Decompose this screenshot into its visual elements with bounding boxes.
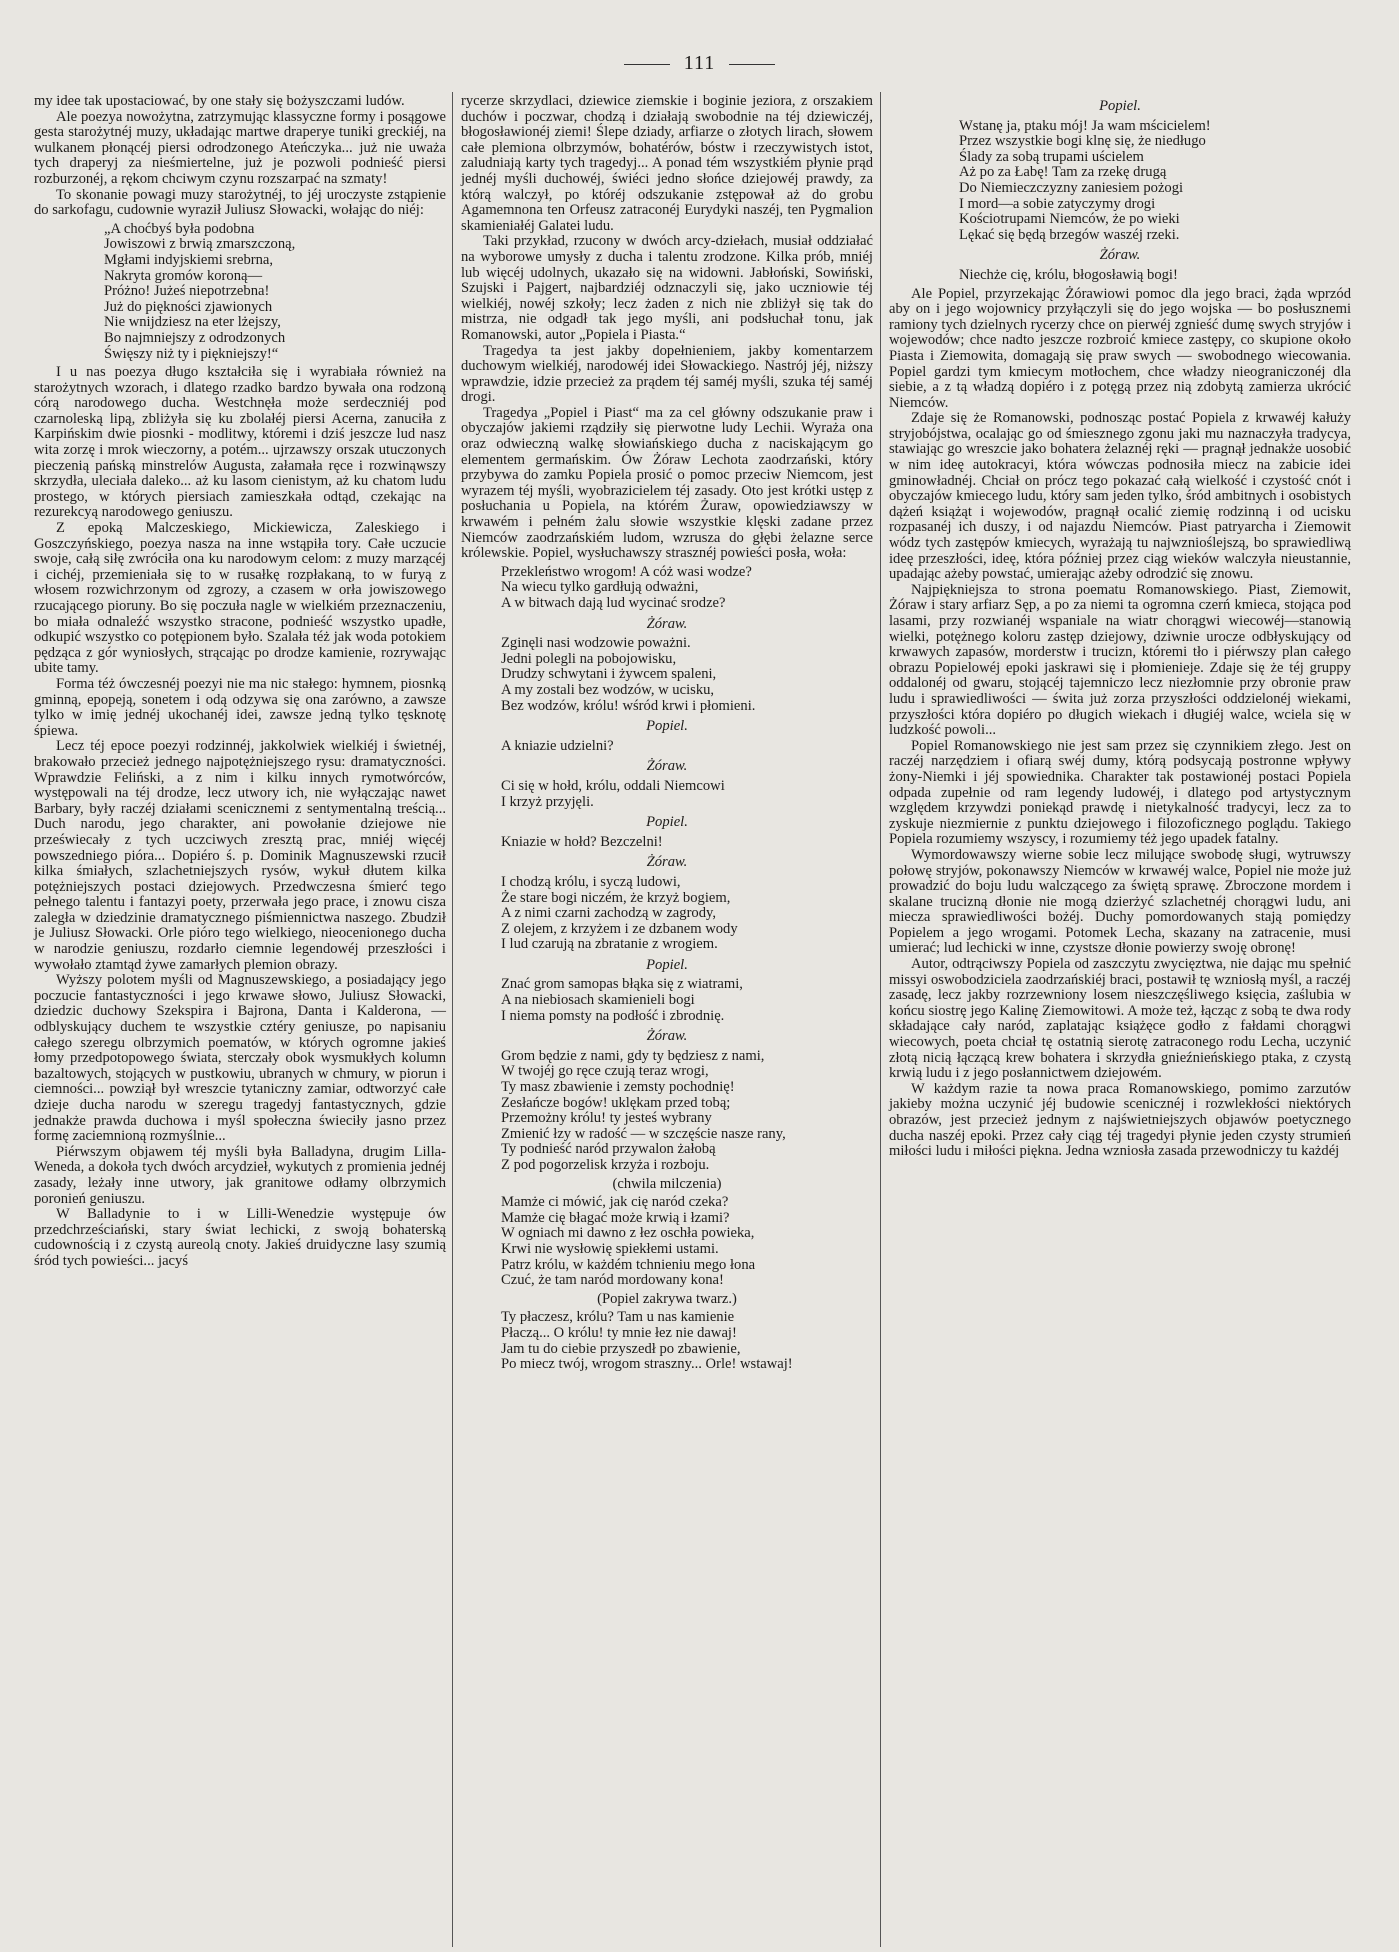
page-number-text: 111 xyxy=(683,52,716,74)
verse-block xyxy=(959,268,1351,284)
verse-block xyxy=(501,1195,873,1289)
verse-block xyxy=(501,739,873,755)
verse-line: „A choćbyś była podobna xyxy=(104,220,255,237)
stage-direction: (Popiel zakrywa twarz.) xyxy=(597,1290,737,1307)
verse-line: Ty podnieść naród przywalon żałobą xyxy=(501,1141,716,1158)
verse-line: Z olejem, z krzyżem i ze dzbanem wody xyxy=(501,920,738,937)
text-column-1 xyxy=(34,94,446,1270)
verse-line: A z nimi czarni zachodzą w zagrody, xyxy=(501,905,717,922)
verse-line: Lękać się będą brzegów waszéj rzeki. xyxy=(959,226,1180,243)
verse-line: Przemożny królu! ty jesteś wybrany xyxy=(501,1110,712,1127)
verse-line: Znać grom samopas błąka się z wiatrami, xyxy=(501,976,743,993)
verse-line: Że stare bogi niczém, że krzyż bogiem, xyxy=(501,889,731,906)
paragraph: Wyższy polotem myśli od Magnuszewskiego, a posiadający jego poczucie fantastyczności i jego krwawe słowo, Juliusz Słowacki, dziedzic duchowy Szekspira i Bajrona, Danta i Kalderona, — odblyskujący duchem te wszystkie cztéry geniusze, po napisaniu całego szeregu olbrzymich poematów, w których ogromne jakieś łomy przedpotopowego świata, sterczały obok wysmukłych kolumn bazaltowych, stojących w pustkowiu, ubranych w chmury, w piorun i ciemności... powziął był wreszcie tytaniczny zamiar, odtworzyć całe dzieje ducha narodu w szeregu tragedyj fantastycznych, gdzie jednakże prawda duchowa i myśl społeczna świeciły jasno przez formę zaciemnioną rozmyślnie... xyxy=(34,972,446,1145)
verse-line: Mamże cię błagać może krwią i łzami? xyxy=(501,1209,730,1226)
verse-line: Ci się w hołd, królu, oddali Niemcowi xyxy=(501,777,725,794)
paragraph: Zdaje się że Romanowski, podnosząc postać Popiela z krwawéj kałuży stryjobójstwa, ocalając go od śmiesznego zgonu jaki mu naznaczyła tradycya, stawiając go wreszcie jako bohatera żelaznéj ręki — pragnął jednakże uosobić w nim ideę autokracyi, która wówczas podnosiła miecz na zabicie idei gminowładnéj. Chciał on prócz tego pokazać całą wielkość i czystość cnót i obyczajów kmiecego ludu, który sam jeden tylko, śród ambitnych i osobistych dążeń książąt i wojewodów, pragnął ocalić ziemię rodzinną i od ucisku rozpasanéj ich duszy, i od najazdu Niemców. Piast patryarcha i Ziemowit wódz tych zastępów kmiecych, wyrażają tu najwznioślejszą, bo sprawiedliwą ideę przeszłości, ideę, która później przez ciąg wieków walczyła nieustannie, upadając ażeby powstać, umierając ażeby odrodzić się znowu. xyxy=(889,410,1351,583)
verse-line: Nakryta gromów koroną— xyxy=(104,267,263,284)
verse-line: Grom będzie z nami, gdy ty będziesz z nami, xyxy=(501,1047,765,1064)
verse-line: Kniazie w hołd? Bezczelni! xyxy=(501,833,663,850)
speaker-name: Popiel. xyxy=(646,814,688,831)
column-divider xyxy=(452,92,453,1947)
paragraph: Ale Popiel, przyrzekając Żórawiowi pomoc dla jego braci, żąda wprzód aby on i jego wojownicy przyłączyli się do jego wojska — bo posłusznemi ramiony tych dzielnych rycerzy chce on pierwéj zgnieść dumę swych stryjów i wojewodów; chce nadto jeszcze rozbroić kmiece zastępy, co skupione około Piasta i Ziemowita, domagają się praw swych — swobodnego wiecowania. Popiel gardzi tym kmiecym motłochem, chce władzy nieograniczonéj dla siebie, a z tą władzą dopiéro i z potęgą przez nią zdobytą zamierza ukrócić Niemców. xyxy=(889,285,1351,411)
verse-line: Ty masz zbawienie i zemsty pochodnię! xyxy=(501,1079,735,1096)
verse-line: W twojéj go ręce czują teraz wrogi, xyxy=(501,1063,709,1080)
verse-line: Próżno! Jużeś niepotrzebna! xyxy=(104,283,270,300)
verse-line: I niema pomsty na podłość i zbrodnię. xyxy=(501,1007,725,1024)
paragraph: Lecz téj epoce poezyi rodzinnéj, jakkolwiek wielkiéj i świetnéj, brakowało przecież jednego najpotężniejszego rysu: dramatyczności. Wprawdzie Feliński, a z nim i kilku innych rymotwórców, występowali na téj drodze, lecz utwory ich, nie wyłączając nawet Barbary, były raczéj działami scenicznemi z sentymentalną treścią... Duch narodu, jego charakter, ani powołanie dziejowe nie przeświecały z tych uczciwych zresztą prac, mniéj więcéj powszedniego pióra... Dopiéro ś. p. Dominik Magnuszewski rzucił kilka śmiałych, szlachetniejszych rysów, wykuł dłutem kilka potężniejszych postaci dziejowych. Przedwczesna śmierć tego pełnego talentu i fantazyi poety, przerwała jego prace, i znowu cisza zaległa w dziedzinie dramatycznego piśmiennictwa naszego. Zbudził je Juliusz Słowacki. Orle pióro tego wielkiego, nieocenionego ducha w narodzie geniuszu, rozdarło ciemnie legendowéj przeszłości i wywołało ztamtąd żywe zamarłych plemion obrazy. xyxy=(34,738,446,973)
verse-line: A w bitwach dają lud wycinać srodze? xyxy=(501,595,726,611)
speaker-name: Żóraw. xyxy=(646,854,688,871)
verse-line: Święszy niż ty i piękniejszy!“ xyxy=(104,345,279,362)
verse-line: A my zostali bez wodzów, w ucisku, xyxy=(501,681,715,698)
verse-line: A kniazie udzielni? xyxy=(501,737,614,754)
verse-line: Na wiecu tylko gardłują odważni, xyxy=(501,579,699,596)
text-column-2 xyxy=(461,94,873,1376)
verse-line: I krzyż przyjęli. xyxy=(501,793,594,810)
paragraph: Forma téż ówczesnéj poezyi nie ma nic stałego: hymnem, piosnką gminną, epopeją, sonetem i odą odzywa się ona zarówno, a zawsze tylko w imię jednéj ukochanéj idei, zawsze jedną tylko tęsknotę śpiewa. xyxy=(34,675,446,739)
verse-block xyxy=(501,636,873,714)
verse-line: Zginęli nasi wodzowie poważni. xyxy=(501,635,691,652)
verse-line: Nie wnijdziesz na eter lżejszy, xyxy=(104,314,281,331)
paragraph: my idee tak upostaciować, by one stały się bożyszczami ludów. xyxy=(34,93,405,109)
paragraph: W Balladynie to i w Lilli-Wenedzie występuje ów przedchrześciański, stary świat lechicki, z swoją bohaterską cudownością i z czystą aureolą cnoty. Jakieś druidyczne lasy szumią śród tych powieści... jacyś xyxy=(34,1206,446,1269)
paragraph: Ale poezya nowożytna, zatrzymując klassyczne formy i posągowe gesta starożytnéj muzy, układając martwe draperye tuniki greckiéj, na wulkanem płonącéj piersi odrodzonego Ateńczyka... już nie uważa tych draperyj za nieśmiertelne, już je pozwoli podnieść piersi rozburzonéj, a rękom chciwym czynu rozszarpać na szmaty! xyxy=(34,108,446,187)
verse-line: Przez wszystkie bogi klnę się, że niedługo xyxy=(959,133,1206,150)
verse-block xyxy=(501,565,873,612)
verse-line: Aż po za Łabę! Tam za rzekę drugą xyxy=(959,164,1167,181)
verse-block xyxy=(501,1049,873,1174)
paragraph: Najpiękniejsza to strona poematu Romanowskiego. Piast, Ziemowit, Żóraw i stary arfiarz Sęp, a po za niemi ta ogromna czerń kmieca, stojąca pod lasami, przy rozwianéj wspaniale na wiatr chorągwi wiecowéj—stanowią wielki, potężnego koloru zastęp dziejowy, dziwnie urocze odbłyskujący od krwawych zapasów, morderstw i trucizn, któremi tło i piérwszy plan całego obrazu Popielowéj epoki jaskrawi się i płomienieje. Zdaje się że téj gruppy oddalonéj od gwaru, stojącéj tajemniczo lecz niezłomnie przy obronie praw ludu i sprawiedliwości — świta już zorza przyszłości oddzielonéj wiekami, przyszłości która dopiéro po długich wiekach i długiéj walce, wciela się w ludzkość powoli... xyxy=(889,581,1351,739)
verse-line: W ogniach mi dawno z łez oschła powieka, xyxy=(501,1225,755,1242)
paragraph: Taki przykład, rzucony w dwóch arcy-dziełach, musiał oddziałać na wyborowe umysły z ducha i talentu zrodzone. Kilka prób, mniéj lub więcéj udolnych, ukazało się na widowni. Jabłoński, Sowiński, Szujski i Pajgert, najbardziéj odznaczyli się, jako uczniowie téj wielkiéj, nowéj szkoły; lecz żaden z nich nie zbliżył się tak do mistrza, nie odgadł tak jego myśli, ani podsłuchał tonu, jak Romanowski, autor „Popiela i Piasta.“ xyxy=(461,233,873,343)
verse-line: Mamże ci mówić, jak cię naród czeka? xyxy=(501,1194,729,1211)
verse-block xyxy=(501,977,873,1024)
speaker-name: Popiel. xyxy=(1099,98,1141,114)
verse-line: A na niebiosach skamienieli bogi xyxy=(501,992,695,1009)
stage-direction: (chwila milczenia) xyxy=(612,1175,722,1192)
paragraph: Popiel Romanowskiego nie jest sam przez się czynnikiem złego. Jest on raczéj narzędziem i ofiarą swéj dumy, którą podsycają postronne wpływy żony-Niemki i jéj spowiednika. Charakter tak postawionéj postaci Popiela odpada zupełnie od ram legendy ludowéj, i dlatego pod artystycznym względem krzywdzi poniekąd prawdę i nietykalność tradycyi, lecz za to zyskuje niezmiernie z punktu dziejowego i filozoficznego poglądu. Takiego Popiela rozumiemy wszyscy, i rozumiemy téż jego upadek fatalny. xyxy=(889,737,1351,848)
speaker-name: Żóraw. xyxy=(646,758,688,775)
verse-line: Ślady za sobą trupami uścielem xyxy=(959,148,1144,165)
verse-line: Zmienić łzy w radość — w szczęście nasze rany, xyxy=(501,1125,786,1142)
verse-line: Ty płaczesz, królu? Tam u nas kamienie xyxy=(501,1309,735,1326)
text-column-3 xyxy=(889,94,1351,1160)
speaker-name: Żóraw. xyxy=(1099,247,1141,264)
verse-line: Jowiszowi z brwią zmarszczoną, xyxy=(104,236,296,253)
speaker-name: Żóraw. xyxy=(646,615,688,632)
speaker-name: Popiel. xyxy=(646,718,688,735)
verse-block xyxy=(501,875,873,953)
verse-line: Czuć, że tam naród mordowany kona! xyxy=(501,1272,724,1289)
verse-block xyxy=(501,835,873,851)
paragraph: Wymordowawszy wierne sobie lecz milujące swobodę sługi, wytruwszy połowę stryjów, pokonawszy Niemców w krwawéj walce, Popiel nie może już prowadzić do boju ludu walczącego za świętą sprawę. Zbroczone mordem i skalane trucizną dłonie nie mogą dzierżyć szlachetnéj chorągwi ludu, ani miecza sprawiedliwości bożéj. Duchy pomordowanych stają pomiędzy Popielem a jego wrogami. Potomek Lecha, skazany na zatracenie, musi umierać; lud lechicki w inne, czystsze dłonie powierzy swoję obronę! xyxy=(889,846,1351,957)
paragraph: Tragedya ta jest jakby dopełnieniem, jakby komentarzem duchowym wielkiéj, narodowéj idei Słowackiego. Nastrój jéj, niższy wprawdzie, idzie przecież za prądem téj saméj myśli, szuka téj saméj drogi. xyxy=(461,342,873,406)
paragraph: To skonanie powagi muzy starożytnéj, to jéj uroczyste zstąpienie do sarkofagu, cudownie wyraził Juliusz Słowacki, wołając do niéj: xyxy=(34,186,446,219)
verse-line: I chodzą królu, i syczą ludowi, xyxy=(501,873,681,890)
verse-line: Bez wodzów, królu! wśród krwi i płomieni. xyxy=(501,697,756,714)
verse-line: Wstanę ja, ptaku mój! Ja wam mścicielem! xyxy=(959,117,1211,134)
verse-block xyxy=(104,222,446,362)
paragraph: Tragedya „Popiel i Piast“ ma za cel główny odszukanie praw i obyczajów jakiemi rządziły się pierwotne ludy Lechii. Wyraża ona oraz odwieczną walkę słowiańskiego ducha z naciskającym go elementem germańskim. Ów Żóraw Lechota zaodrzański, który przybywa do zamku Popiela prosić o pomoc przeciw Niemcom, jest wyrazem téj myśli, wyobrazicielem téj zasady. Oto jest krótki ustęp z posłuchania u Popiela, na którém Żuraw, opowiedziawszy w krwawém i pełném żalu słowie wszystkie klęski zadane przez Niemców zaodrzańskiém ludom, wzrusza do głębi żelazne serce królewskie. Popiel, wysłuchawszy strasznéj powieści posła, woła: xyxy=(461,404,873,562)
verse-line: Niechże cię, królu, błogosławią bogi! xyxy=(959,266,1178,283)
verse-line: Drudzy schwytani i żywcem spaleni, xyxy=(501,666,717,683)
verse-line: Po miecz twój, wrogom straszny... Orle! wstawaj! xyxy=(501,1356,793,1373)
verse-block xyxy=(501,779,873,810)
verse-line: Mgłami indyjskiemi srebrna, xyxy=(104,251,274,268)
paragraph: Piérwszym objawem téj myśli była Balladyna, drugim Lilla-Weneda, a dokoła tych dwóch arcydzieł, wykutych z promienia jednéj zasady, leżały inne utwory, jak granitowe odłamy olbrzymich poronień geniuszu. xyxy=(34,1143,446,1207)
verse-line: I mord—a sobie zatyczymy drogi xyxy=(959,195,1156,212)
header-rule-right xyxy=(729,64,775,65)
paragraph: rycerze skrzydlaci, dziewice ziemskie i boginie jeziora, z orszakiem duchów i poczwar, chodzą i działają swobodnie na téj dziewiczéj, błogosławionéj ziemi! Ślepe dziady, arfiarze o złotych lirach, słowem całe plemiona olbrzymów, bohatérów, bóstw i rzeczywistych istot, zaludniają karty tych tragedyj... A ponad tém wszystkiém płynie prąd jednéj myśli duchowéj, świéci jedno słońce dziejowéj prawdy, za którą walczył, po któréj odszukanie zstępował aż do grobu Agamemnona ten Orfeusz zatraconéj Eurydyki naszéj, ten Pygmalion skamieniałéj Galatei ludu. xyxy=(461,93,873,234)
speaker-name: Żóraw. xyxy=(646,1028,688,1045)
paragraph: I u nas poezya długo kształciła się i wyrabiała również na starożytnych wzorach, i dlatego rzadko bardzo bywała ona rodzoną córą narodowego ducha. Westchnęła może serdeczniéj pod czarnoleską lipą, zbliżyła się ku zbolałéj piersi Acerna, zanuciła z Karpińskim dwie piosnki - modlitwy, któremi i dziś jeszcze lud nasz wita zorzę i mrok wieczorny, a potém... ujrzawszy orszak utuczonych pieczenią pańską minstrelów Augusta, załamała ręce i rozwinąwszy skrzydła, uleciała daleko... aż ku lasom cienistym, aż ku chatom ludu prostego, w których piersiach zamieszkała odtąd, czekając na rezurekcyą narodowego geniuszu. xyxy=(34,364,446,521)
paragraph: Z epoką Malczeskiego, Mickiewicza, Zaleskiego i Goszczyńskiego, poezya nasza na inne wstąpiła tory. Całe uczucie swoje, całą siłę zwróciła ona ku narodowym celom: z muzy marzącéj i cichéj, przemieniała się to w rusałkę rozpłakaną, to w furyą z włosem rozwichrzonym od zgrozy, a czasem w orła jowiszowego rzucającego pioruny. Bo się poczuła nagle w wielkiém przeznaczeniu, bo miała odnaleźć wszystko stracone, podnieść wszystko upadłe, odkupić wszystko co potępionem było. Szalała téż jak woda potokiem pędząca z gór wyniosłych, strącając po drodze kamienie, rozrywając ubite tamy. xyxy=(34,520,446,677)
page-number xyxy=(0,52,1399,75)
paragraph: W każdym razie ta nowa praca Romanowskiego, pomimo zarzutów jakieby można uczynić jéj budowie scenicznéj i rozwlekłości niektórych obrazów, jest przecież jednym z najświetniejszych objawów poetycznego ducha naszéj epoki. Przez cały ciąg téj tragedyi płynie jeden czysty strumień miłości ludu i miłości piękna. Jedna wzniosła zasada przewodniczy tu każdéj xyxy=(889,1080,1351,1160)
column-divider xyxy=(880,92,881,1947)
verse-block xyxy=(501,1310,873,1372)
verse-block xyxy=(959,119,1351,244)
verse-line: I lud czarują na zbratanie z wrogiem. xyxy=(501,936,718,953)
verse-line: Krwi nie wysłowię spiekłemi ustami. xyxy=(501,1240,719,1257)
verse-line: Zesłańcze bogów! uklękam przed tobą; xyxy=(501,1094,731,1111)
verse-line: Przekleństwo wrogom! A cóż wasi wodze? xyxy=(501,563,752,580)
verse-line: Już do piękności zjawionych xyxy=(104,298,273,315)
verse-line: Bo najmniejszy z odrodzonych xyxy=(104,329,286,346)
header-rule-left xyxy=(624,64,670,65)
paragraph: Autor, odtrąciwszy Popiela od zaszczytu zwycięztwa, nie dając mu spełnić missyi oswobodziciela zaodrzańskiéj braci, postawił tę wzniosłą myśl, a raczéj zasadę, lecz jakby rozrzewniony losem nieszczęśliwego księcia, zaślubia w końcu siostrę jego Kalinę Ziemowitowi. A może też, łącząc z sobą te dwa rody składające cały naród, zaplatając książęce godło z fałdami chorągwi wiecowych, poeta chciał tę ostatnią sierotę zatraconego rodu Lecha, uczynić złotą nicią łączącą krew bohatera i skrzydła gnieźnieńskiego ptaka, z czystą krwią ludu i z jego posłannictwem dziejowém. xyxy=(889,956,1351,1082)
verse-line: Do Niemieczczyzny zaniesiem pożogi xyxy=(959,179,1184,196)
verse-line: Płaczą... O królu! ty mnie łez nie dawaj! xyxy=(501,1324,737,1341)
verse-line: Z pod pogorzelisk krzyża i rozboju. xyxy=(501,1157,710,1173)
verse-line: Jam tu do ciebie przyszedł po zbawienie, xyxy=(501,1340,741,1357)
verse-line: Patrz królu, w każdém tchnieniu mego łona xyxy=(501,1256,756,1273)
verse-line: Kościotrupami Niemców, że po wieki xyxy=(959,211,1180,228)
verse-line: Jedni polegli na pobojowisku, xyxy=(501,650,677,667)
speaker-name: Popiel. xyxy=(646,956,688,973)
